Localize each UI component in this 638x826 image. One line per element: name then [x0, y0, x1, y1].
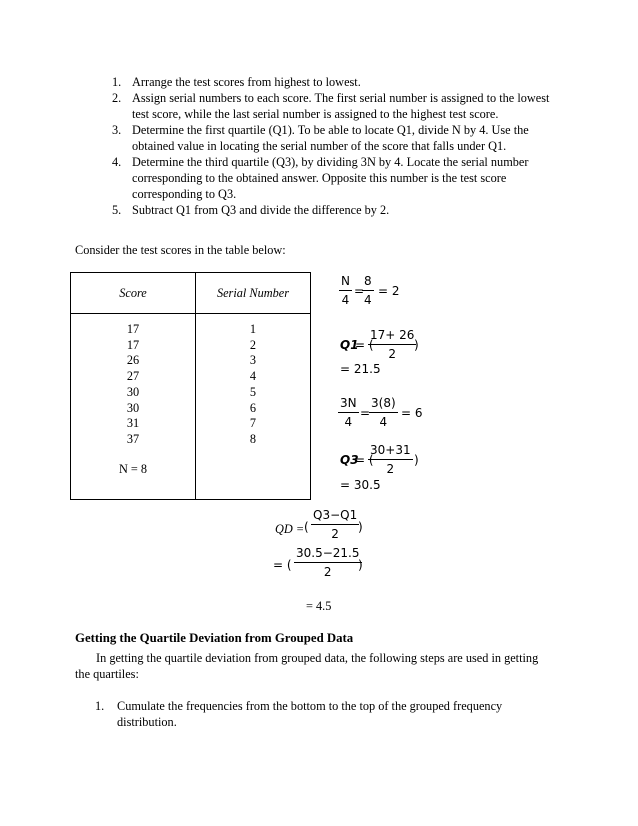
score-cell: 26 [126, 353, 140, 368]
q3-result: = 30.5 [340, 478, 381, 492]
serial-cell: 2 [249, 337, 257, 352]
serial-cell: 3 [249, 353, 257, 368]
qd2-equals: = ( [273, 558, 292, 572]
fraction-3n-over-4: $\frac{3N}{4}$ [340, 396, 357, 429]
section-heading: Getting the Quartile Deviation from Grouped Data [75, 631, 354, 645]
q3-label: Q3 [340, 453, 359, 467]
paragraph-line-2: the quartiles: [75, 667, 139, 681]
serial-cell: 6 [249, 400, 257, 415]
header-serial-number: Serial Number [196, 273, 311, 314]
q1-equals: = ( [355, 338, 374, 352]
q3-fraction: $\frac{30+31}{2}$ [370, 443, 411, 476]
fraction-8-over-4: $\frac{8}{4}$ [364, 274, 372, 307]
equals-sign: = [360, 406, 371, 420]
score-column [71, 314, 196, 500]
score-cell: 37 [126, 431, 140, 446]
serial-cell: 7 [249, 416, 257, 431]
table-header-row [71, 273, 311, 314]
qd2-close-paren: ) [358, 558, 363, 572]
q1-result: = 21.5 [340, 362, 381, 376]
qd-label: QD = [275, 522, 305, 536]
step-4: 4. Determine the third quartile (Q3), by dividing 3N by 4. Locate the serial number corresponding to the obtained answer. Opposite this number is the test score corresponding to Q3. [112, 155, 529, 201]
result-2: = 2 [378, 284, 400, 298]
step-2: 2. Assign serial numbers to each score. The first serial number is assigned to the lowest test score, while the last serial number is assigned to the highest test score. [112, 91, 550, 121]
serial-column [196, 314, 311, 500]
q1-fraction: $\frac{17+ 26}{2}$ [370, 328, 415, 361]
score-cell: 30 [126, 400, 140, 415]
table-body-row [71, 314, 311, 500]
q1-close-paren: ) [414, 338, 419, 352]
score-cell: 17 [126, 322, 140, 336]
fraction-3-8-over-4: $\frac{3(8)}{4}$ [371, 396, 396, 429]
step-3: 3. Determine the first quartile (Q1). To be able to locate Q1, divide N by 4. Use the obtained value in locating the serial number of the score that falls under Q1. [112, 123, 529, 153]
serial-cell: 4 [249, 369, 257, 384]
qd-close-paren: ) [358, 520, 363, 534]
qd-result: = 4.5 [306, 599, 332, 613]
result-6: = 6 [401, 406, 423, 420]
steps-list [112, 74, 572, 218]
n-label: N = 8 [118, 461, 148, 476]
serial-cell: 8 [249, 431, 257, 446]
q3-equals: = ( [355, 453, 374, 467]
grouped-steps-list [95, 698, 535, 730]
qd-open-paren: ( [304, 520, 309, 534]
paragraph-line-1: In getting the quartile deviation from grouped data, the following steps are used in getting [96, 651, 539, 665]
score-cell: 17 [126, 337, 140, 352]
score-table [70, 272, 311, 500]
score-cell: 31 [126, 416, 140, 431]
q3-close-paren: ) [414, 453, 419, 467]
serial-cell: 1 [249, 322, 257, 336]
fraction-n-over-4: $\frac{N}{4}$ [341, 274, 350, 307]
score-cell: 30 [126, 384, 140, 399]
equals-sign: = [354, 284, 365, 298]
qd-fraction: $\frac{Q3-Q1}{2}$ [313, 508, 358, 541]
header-score: Score [71, 273, 196, 314]
grouped-step-1: 1. Cumulate the frequencies from the bottom to the top of the grouped frequency distribution. [95, 699, 503, 729]
serial-cell: 5 [249, 384, 257, 399]
step-5: 5. Subtract Q1 from Q3 and divide the difference by 2. [112, 203, 390, 217]
step-1: 1. Arrange the test scores from highest to lowest. [112, 75, 361, 89]
consider-text: Consider the test scores in the table below: [75, 243, 286, 257]
q1-label: Q1 [340, 338, 359, 352]
qd2-fraction: $\frac{30.5-21.5}{2}$ [296, 546, 360, 579]
score-cell: 27 [126, 369, 140, 384]
